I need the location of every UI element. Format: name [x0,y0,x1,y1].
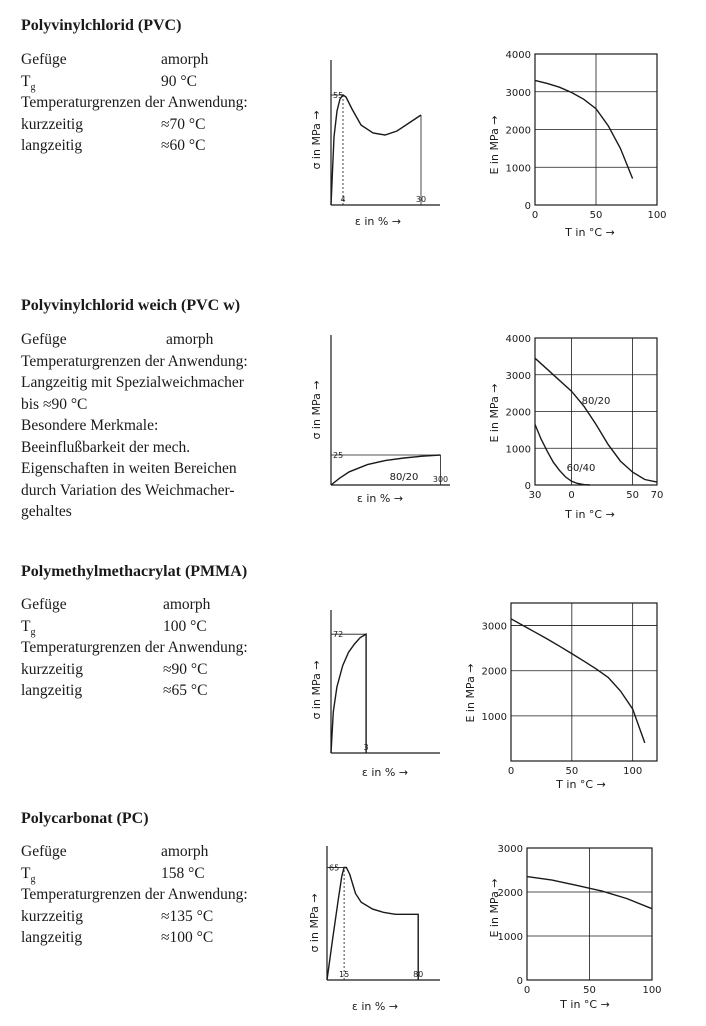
x-tick-label: 0 [507,766,515,777]
stress-strain-curve [331,95,421,205]
x-tick-label: 100 [647,210,667,221]
property-value: 100 °C [163,617,207,635]
y-tick-label: 72 [333,630,344,640]
plot-frame [511,603,657,761]
property-value: ≈70 °C [161,115,206,133]
property-key: Eigenschaften in weiten Bereichen [21,460,237,477]
x-axis-label: T in °C → [565,226,615,239]
property-key: Temperaturgrenzen der Anwendung: [21,94,248,111]
stress-strain-curve [331,634,366,753]
x-tick-label: 0 [531,210,539,221]
x-tick-label: 300 [432,475,449,484]
property-key: kurzzeitig [21,115,83,133]
y-axis-label: E in MPa → [488,115,501,175]
stress-strain-chart-pvc [300,50,450,240]
y-tick-label: 2000 [505,125,531,137]
tg-subscript: g [30,81,36,93]
property-key: Temperaturgrenzen der Anwendung: [21,639,248,656]
y-axis-label: E in MPa → [488,878,501,938]
x-tick-label: 100 [623,766,643,777]
y-tick-label: 0 [524,201,531,212]
modulus-curve [535,424,590,485]
modulus-temperature-chart-pvc-w [485,328,680,523]
x-tick-label: 70 [650,490,664,501]
y-axis-label: σ in MPa → [310,110,323,170]
property-key: Besondere Merkmale: [21,417,159,434]
modulus-temperature-chart-pvc [485,45,680,245]
x-tick-label: 50 [565,766,579,777]
x-axis-label: ε in % → [354,215,402,228]
tg-subscript: g [30,626,36,638]
stress-strain-chart-pmma [300,600,450,780]
property-value: 90 °C [161,72,197,90]
property-key: langzeitig [21,929,83,946]
x-axis-label: T in °C → [565,508,615,521]
section-title: Polymethylmethacrylat (PMMA) [21,563,248,580]
series-label: 60/40 [566,463,596,474]
y-tick-label: 1000 [481,711,507,723]
section-title: Polyvinylchlorid (PVC) [21,17,182,34]
y-tick-label: 2000 [505,407,531,419]
x-axis-label: T in °C → [556,778,606,791]
property-value: ≈65 °C [163,682,208,699]
property-key: Gefüge [21,843,67,860]
property-value: amorph [161,843,209,860]
property-key: langzeitig [21,137,83,154]
x-axis-label: T in °C → [560,998,610,1011]
y-tick-label: 1000 [497,932,523,943]
x-tick-label: 0 [523,985,531,996]
property-key: $T_g$ [21,72,36,93]
property-value: ≈60 °C [161,137,206,154]
property-key: gehaltes [21,503,72,520]
property-value: amorph [163,596,211,613]
property-key: Gefüge [21,596,67,613]
x-tick-label: 100 [642,985,662,996]
x-axis-label: ε in % → [361,766,409,779]
x-tick-label: 80 [413,970,424,979]
property-key: kurzzeitig [21,907,83,925]
stress-strain-chart-pc [300,838,450,1020]
tg-subscript: g [30,873,36,885]
stress-strain-curve [331,455,441,485]
x-tick-label: 15 [339,970,350,979]
y-tick-label: 3000 [505,370,531,382]
x-tick-label: 30 [415,195,427,204]
y-tick-label: 55 [333,91,344,100]
y-axis-label: σ in MPa → [310,380,323,440]
x-tick-label: 3 [363,743,369,752]
modulus-curve [535,358,657,482]
modulus-curve [511,619,645,743]
x-tick-label: 50 [626,490,639,501]
property-value: amorph [166,331,214,348]
section-title: Polyvinylchlorid weich (PVC w) [21,297,241,314]
property-value: ≈100 °C [161,929,214,946]
stress-strain-chart-pvc-w [300,330,460,510]
stress-strain-curve [327,868,418,981]
y-tick-label: 25 [333,451,344,460]
y-axis-label: E in MPa → [464,663,477,723]
modulus-temperature-chart-pmma [460,598,675,798]
property-value: 158 °C [161,864,205,882]
y-tick-label: 2000 [497,888,523,899]
y-axis-label: σ in MPa → [308,893,321,953]
property-value: ≈90 °C [163,660,208,678]
property-key: $T_g$ [21,617,36,638]
curve-annotation: 80/20 [389,472,419,483]
property-key: $T_g$ [21,864,36,885]
y-tick-label: 65 [329,863,340,873]
property-key: bis ≈90 °C [21,395,88,413]
x-tick-label: 0 [568,490,575,501]
y-axis-label: E in MPa → [488,383,501,443]
y-tick-label: 0 [524,481,531,492]
y-tick-label: 2000 [481,666,507,678]
x-tick-label: 50 [583,985,596,996]
modulus-temperature-chart-pc [485,838,675,1021]
x-tick-label: 50 [589,210,603,221]
property-key: Langzeitig mit Spezialweichmacher [21,374,244,391]
property-key: langzeitig [21,682,83,699]
property-value: amorph [161,51,209,68]
y-axis-label: σ in MPa → [310,660,323,720]
property-key: Gefüge [21,51,67,68]
property-key: durch Variation des Weichmacher- [21,481,235,499]
property-value: ≈135 °C [161,907,214,925]
property-key: Gefüge [21,331,67,348]
x-axis-label: ε in % → [351,1000,399,1013]
property-key: Temperaturgrenzen der Anwendung: [21,352,248,370]
property-key: Beeinflußbarkeit der mech. [21,438,191,456]
section-title: Polycarbonat (PC) [21,810,149,827]
y-tick-label: 4000 [505,334,531,345]
y-tick-label: 0 [516,976,523,987]
y-tick-label: 1000 [505,444,531,456]
y-tick-label: 3000 [481,621,507,633]
property-key: Temperaturgrenzen der Anwendung: [21,886,248,903]
y-tick-label: 3000 [497,844,523,855]
x-axis-label: ε in % → [356,492,404,505]
y-tick-label: 3000 [505,87,531,99]
series-label: 80/20 [581,396,611,407]
x-tick-label: 30 [528,490,542,501]
y-tick-label: 1000 [505,163,531,175]
property-key: kurzzeitig [21,660,83,678]
y-tick-label: 4000 [505,50,531,61]
x-tick-label: 4 [340,195,346,204]
